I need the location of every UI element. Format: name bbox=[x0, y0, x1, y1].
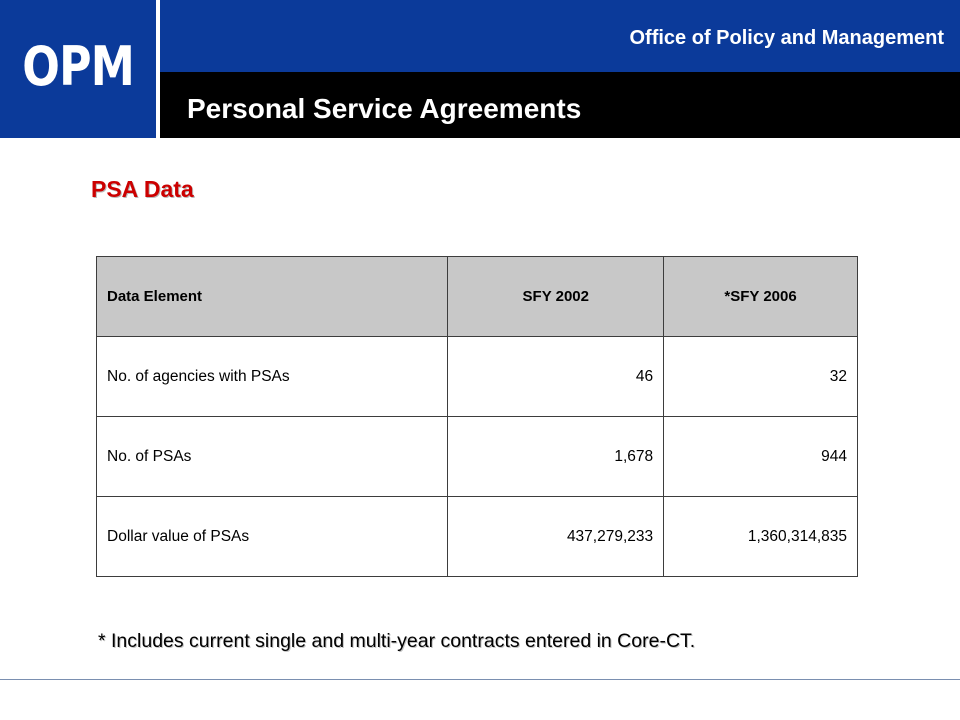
bottom-divider bbox=[0, 679, 960, 680]
table-cell: 1,360,314,835 bbox=[664, 497, 858, 577]
title-bar bbox=[160, 72, 960, 138]
section-heading: PSA Data bbox=[91, 176, 194, 202]
header-bar bbox=[160, 0, 960, 72]
table-row bbox=[97, 497, 858, 577]
table-cell: 32 bbox=[664, 337, 858, 417]
footnote: * Includes current single and multi-year contracts entered in Core-CT. bbox=[98, 630, 696, 652]
opm-logo bbox=[0, 0, 158, 138]
table-header-row bbox=[97, 257, 858, 337]
column-header: Data Element bbox=[97, 257, 448, 337]
slide-title: Personal Service Agreements bbox=[187, 93, 582, 124]
table-cell: 437,279,233 bbox=[448, 497, 664, 577]
table-cell: 1,678 bbox=[448, 417, 664, 497]
table-row bbox=[97, 337, 858, 417]
row-label: Dollar value of PSAs bbox=[97, 497, 448, 577]
table-row bbox=[97, 417, 858, 497]
row-label: No. of PSAs bbox=[97, 417, 448, 497]
table-cell: 944 bbox=[664, 417, 858, 497]
table-cell: 46 bbox=[448, 337, 664, 417]
org-name: Office of Policy and Management bbox=[629, 27, 944, 49]
column-header: SFY 2002 bbox=[448, 257, 664, 337]
column-header: *SFY 2006 bbox=[664, 257, 858, 337]
psa-data-table bbox=[96, 256, 858, 577]
row-label: No. of agencies with PSAs bbox=[97, 337, 448, 417]
logo-text: OPM bbox=[22, 34, 134, 98]
